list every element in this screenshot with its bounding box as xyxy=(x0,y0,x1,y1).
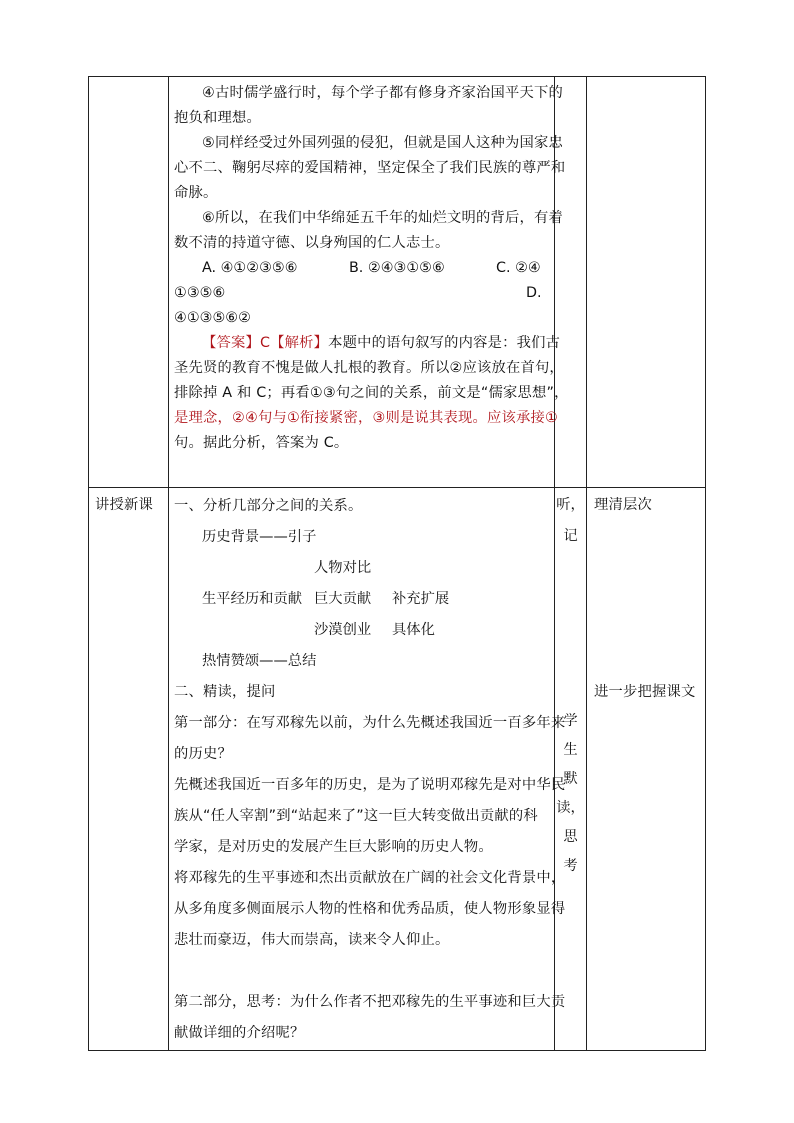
structure-line-3b: 巨大贡献 xyxy=(314,591,372,607)
structure-line-1: 历史背景——引子 xyxy=(202,529,317,545)
sentence-6-line-1: ⑥所以，在我们中华绵延五千年的灿烂文明的背后，有着 xyxy=(202,210,563,226)
heading-close-reading: 二、精读，提问 xyxy=(174,684,276,700)
question-1-line-1: 第一部分：在写邓稼先以前，为什么先概述我国近一百多年来 xyxy=(174,715,566,731)
blank-line xyxy=(174,956,550,987)
row2-content-cell xyxy=(174,491,566,1049)
student-activity-listen xyxy=(555,490,586,552)
structure-diagram xyxy=(174,522,550,677)
option-c-continued: ①③⑤⑥ xyxy=(174,285,226,301)
answer-line-3: 排除掉 A 和 C；再看①③句之间的关系，前文是“儒家思想”， xyxy=(174,385,569,401)
activity-char-6: 考 xyxy=(563,858,578,874)
answer-line-2: 圣先贤的教育不愧是做人扎根的教育。所以②应该放在首句， xyxy=(174,360,564,376)
answer-1-line-1: 先概述我国近一百多年的历史，是为了说明邓稼先是对中华民 xyxy=(174,777,566,793)
structure-line-3a: 生平经历和贡献 xyxy=(202,591,303,607)
option-c: C. ②④ xyxy=(496,260,541,276)
structure-line-5: 热情赞颂——总结 xyxy=(202,653,317,669)
option-b: B. ②④③①⑤⑥ xyxy=(349,260,445,276)
sentence-5-line-3: 命脉。 xyxy=(174,185,218,201)
activity-char-1: 学 xyxy=(563,713,578,729)
option-a: A. ④①②③⑤⑥ xyxy=(202,260,298,276)
question-2-line-1: 第二部分，思考：为什么作者不把邓稼先的生平事迹和巨大贡 xyxy=(174,994,566,1010)
answer-line-4: 是理念，②④句与①衔接紧密，③则是说其表现。应该承接① xyxy=(174,410,559,426)
structure-line-2: 人物对比 xyxy=(314,560,372,576)
activity-char-5: 思 xyxy=(563,829,578,845)
answer-line-1-text: 本题中的语句叙写的内容是：我们古 xyxy=(328,335,561,351)
answer-tag: 【答案】C【解析】 xyxy=(202,335,329,351)
answer-1-line-2: 族从“任人宰割”到“站起来了”这一巨大转变做出贡献的科 xyxy=(174,808,538,824)
sentence-4-line-2: 抱负和理想。 xyxy=(174,110,261,126)
answer-1-line-3: 学家，是对历史的发展产生巨大影响的历史人物。 xyxy=(174,839,493,855)
stage-label: 讲授新课 xyxy=(95,497,153,513)
question-2-line-2: 献做详细的介绍呢？ xyxy=(174,1025,305,1041)
column-divider-3 xyxy=(586,77,587,1050)
activity-char-4: 读， xyxy=(556,800,585,816)
sentence-6-line-2: 数不清的持道守德、以身殉国的仁人志士。 xyxy=(174,235,450,251)
activity-char-2: 生 xyxy=(563,742,578,758)
answer-line-1 xyxy=(174,331,561,356)
option-d-value: ④①③⑤⑥② xyxy=(174,310,251,326)
sentence-5-line-2: 心不二、鞠躬尽瘁的爱国精神，坚定保全了我们民族的尊严和 xyxy=(174,160,566,176)
structure-line-4b: 具体化 xyxy=(392,622,435,638)
answer-2-line-3: 悲壮而豪迈，伟大而崇高，读来令人仰止。 xyxy=(174,932,450,948)
row1-content-cell xyxy=(174,81,569,456)
structure-line-3c: 补充扩展 xyxy=(392,591,450,607)
student-activity-read xyxy=(555,707,586,881)
option-d-label: D. xyxy=(526,285,542,301)
sentence-5-line-1: ⑤同样经受过外国列强的侵犯，但就是国人这种为国家忠 xyxy=(202,135,563,151)
question-1-line-2: 的历史？ xyxy=(174,746,232,762)
row-divider xyxy=(89,487,705,488)
answer-2-line-2: 从多角度多侧面展示人物的性格和优秀品质，使人物形象显得 xyxy=(174,901,566,917)
activity-listen: 听， xyxy=(556,497,585,513)
lesson-table xyxy=(88,76,706,1051)
heading-analyze-parts: 一、分析几部分之间的关系。 xyxy=(174,498,363,514)
design-intent-bottom: 进一步把握课文 xyxy=(594,684,696,700)
column-divider-1 xyxy=(168,77,169,1050)
design-intent-top: 理清层次 xyxy=(594,497,652,513)
answer-line-5: 句。据此分析，答案为 C。 xyxy=(174,435,349,451)
answer-options xyxy=(174,256,550,331)
structure-line-4a: 沙漠创业 xyxy=(314,622,372,638)
activity-char-3: 默 xyxy=(563,771,578,787)
answer-2-line-1: 将邓稼先的生平事迹和杰出贡献放在广阔的社会文化背景中， xyxy=(174,870,566,886)
sentence-4-line-1: ④古时儒学盛行时，每个学子都有修身齐家治国平天下的 xyxy=(202,85,563,101)
activity-note: 记 xyxy=(563,528,578,544)
